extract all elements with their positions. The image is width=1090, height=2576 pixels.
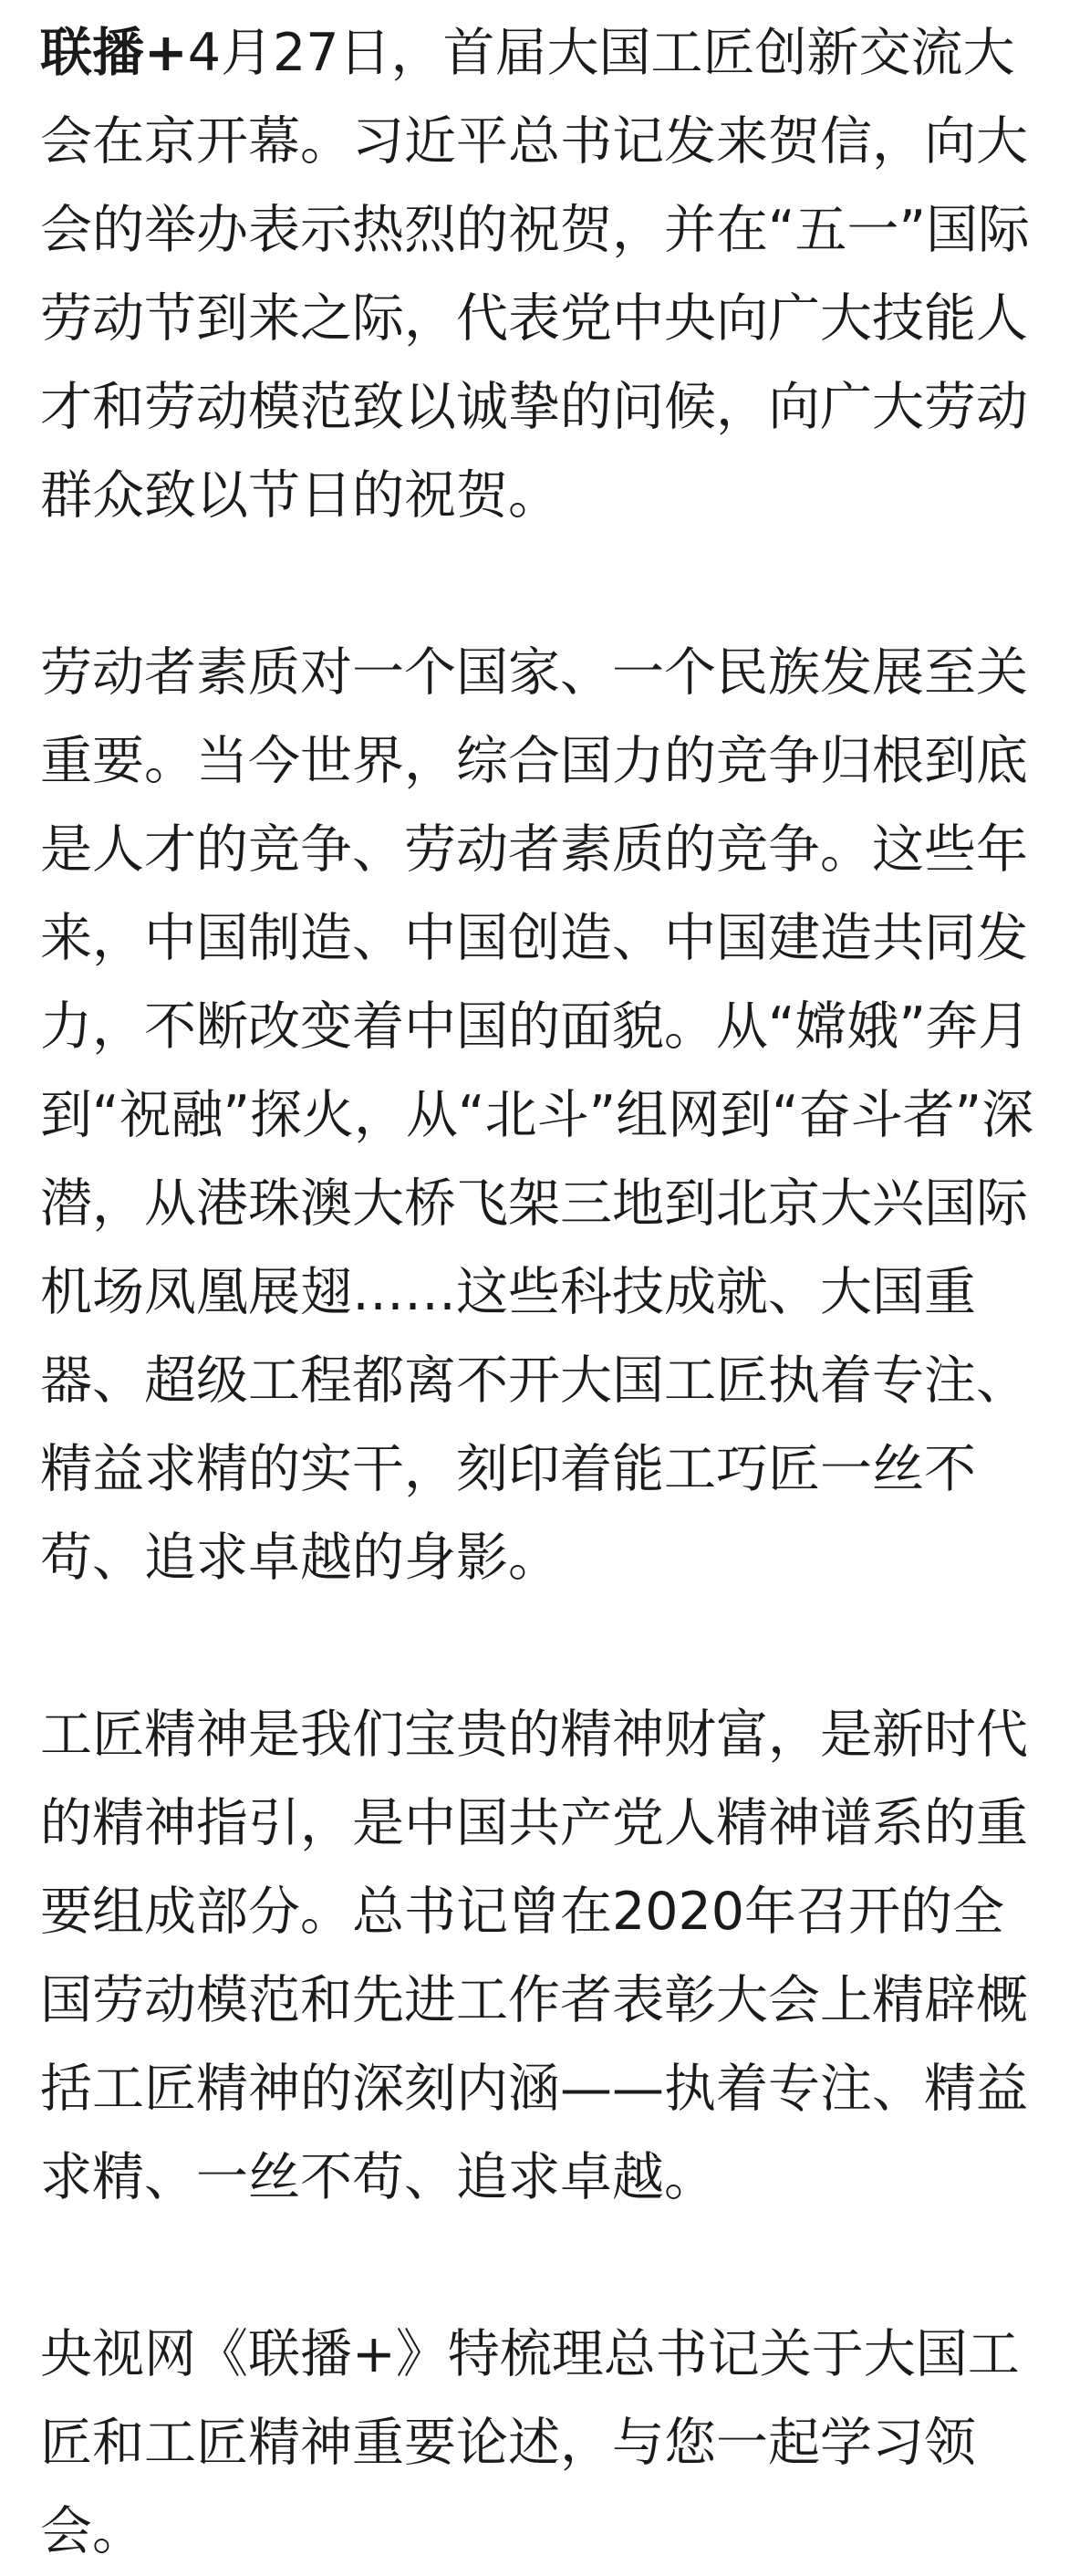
program-label: 联播+: [40, 23, 188, 83]
paragraph-intro: [40, 9, 1050, 540]
paragraph-craftsman-spirit: 工匠精神是我们宝贵的精神财富，是新时代的精神指引，是中国共产党人精神谱系的重要组成部分。总书记曾在2020年召开的全国劳动模范和先进工作者表彰大会上精辟概括工匠精神的深刻内涵——执着专注、精益求精、一丝不苟、追求卓越。: [40, 1705, 1028, 2207]
paragraph-workforce-quality: 劳动者素质对一个国家、一个民族发展至关重要。当今世界，综合国力的竞争归根到底是人才的竞争、劳动者素质的竞争。这些年来，中国制造、中国创造、中国建造共同发力，不断改变着中国的面貌。从“嫦娥”奔月到“祝融”探火，从“北斗”组网到“奋斗者”深潜，从港珠澳大桥飞架三地到北京大兴国际机场凤凰展翅……这些科技成就、大国重器、超级工程都离不开大国工匠执着专注、精益求精的实干，刻印着能工巧匠一丝不苟、追求卓越的身影。: [40, 642, 1034, 1588]
intro-text: 4月27日，首届大国工匠创新交流大会在京开幕。习近平总书记发来贺信，向大会的举办表示热烈的祝贺，并在“五一”国际劳动节到来之际，代表党中央向广大技能人才和劳动模范致以诚挚的问候，向广大劳动群众致以节日的祝贺。: [40, 23, 1031, 526]
paragraph-closing: 央视网《联播+》特梳理总书记关于大国工匠和工匠精神重要论述，与您一起学习领会。: [40, 2324, 1020, 2561]
